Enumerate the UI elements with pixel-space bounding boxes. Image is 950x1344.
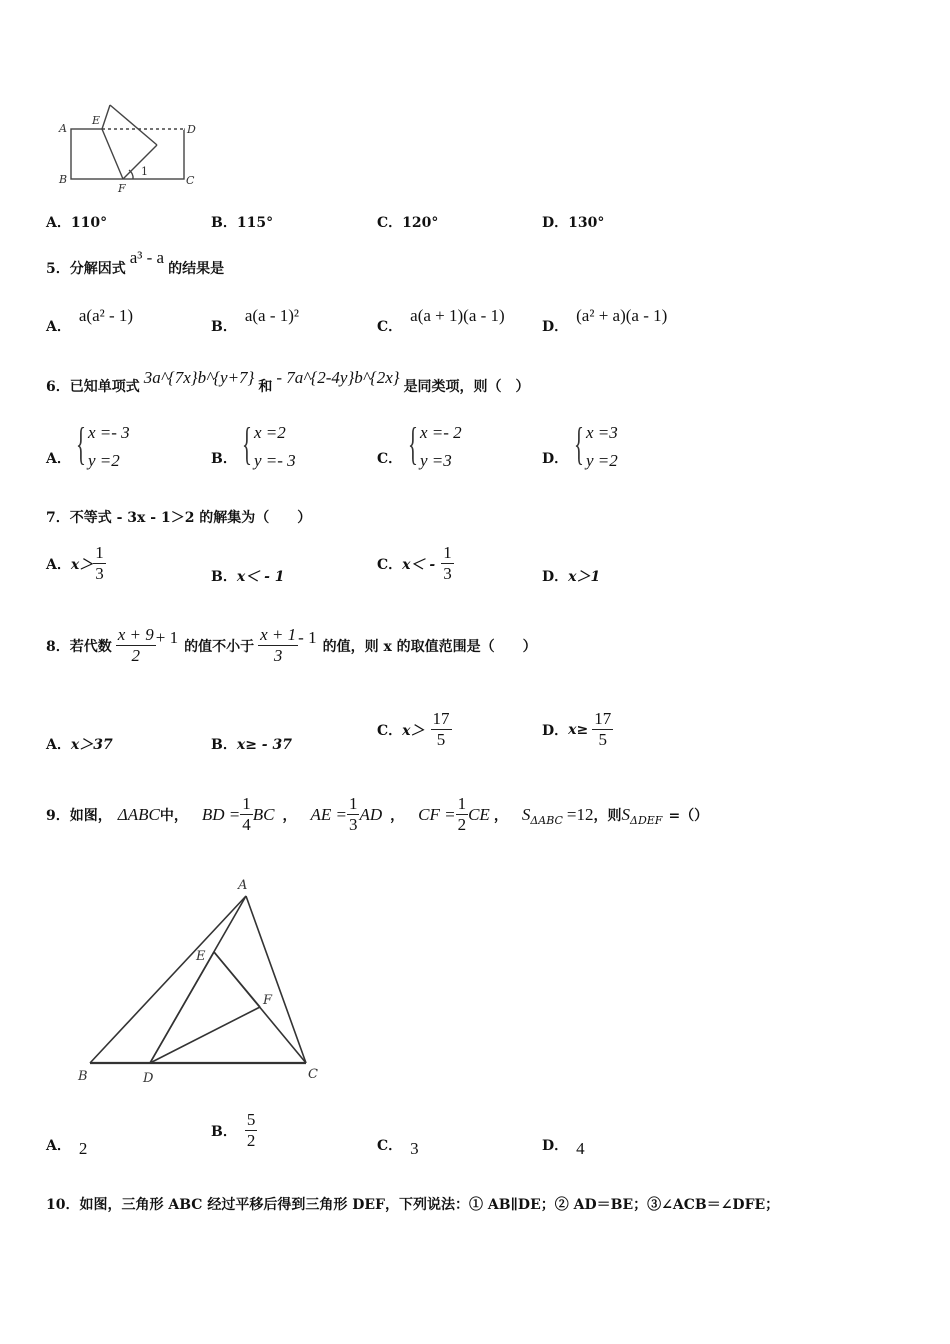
label-f: F: [118, 182, 126, 195]
label-e: E: [92, 114, 101, 127]
q5-stem: 5．分解因式a³ - a的结果是: [46, 248, 225, 277]
side-ac: [246, 896, 306, 1063]
label-c: C: [308, 1067, 318, 1082]
q9-stem: 9． 如图， ΔABC 中， BD = $\frac{1}{4}$ BC ， AE = $\frac{1}{3}$ AD ， CF = $\frac{1}{2}$ CE ， S ΔABC =12 ，则 S ΔDEF =（）: [46, 794, 709, 834]
q4-option-b[interactable]: B．115°: [211, 215, 274, 231]
q9-option-a[interactable]: A． 2: [46, 1138, 88, 1158]
q8-option-a[interactable]: A．x＞37: [46, 737, 113, 753]
label-a: A: [59, 122, 67, 135]
q9-triangle-figure: [70, 870, 330, 1090]
label-f: F: [263, 993, 273, 1008]
q8-stem: 8． 若代数 $\frac{x + 9}{2}$ + 1 的值不小于 $\frac{x + 1}{3}$ - 1 的值，则 x 的取值范围是（ ）: [46, 625, 537, 665]
q4-option-a[interactable]: A．110°: [46, 215, 108, 231]
q5-option-a[interactable]: A．a(a² - 1): [46, 306, 134, 335]
q6-option-d-label[interactable]: D．: [542, 451, 569, 467]
q9-option-d[interactable]: D． 4: [542, 1138, 585, 1158]
q7-option-c[interactable]: C． x＜ - $\frac{1}{3}$: [377, 543, 452, 583]
label-d: D: [187, 123, 196, 136]
label-e: E: [196, 949, 206, 964]
q5-option-c[interactable]: C．a(a + 1)(a - 1): [377, 306, 505, 335]
q8-option-b[interactable]: B．x≥ - 37: [211, 737, 292, 753]
label-b: B: [59, 173, 68, 186]
label-d: D: [143, 1071, 154, 1086]
q7-option-d[interactable]: D．x＞1: [542, 569, 601, 585]
q10-stem: 10．如图，三角形 ABC 经过平移后得到三角形 DEF，下列说法：① AB∥DE；② AD＝BE；③∠ACB＝∠DFE；: [46, 1197, 780, 1213]
side-ab: [90, 896, 246, 1063]
label-a: A: [238, 878, 248, 893]
q9-option-c[interactable]: C． 3: [377, 1138, 419, 1158]
q6-stem: 6．已知单项式 3a^{7x}b^{y+7} 和 - 7a^{2-4y}b^{2x} 是同类项，则（ ）: [46, 368, 530, 395]
q5-option-d[interactable]: D．(a² + a)(a - 1): [542, 306, 668, 335]
q7-option-b[interactable]: B．x＜ - 1: [211, 569, 285, 585]
q8-option-d[interactable]: D． x≥ $\frac{17}{5}$: [542, 709, 612, 749]
label-b: B: [78, 1069, 88, 1084]
q7-option-a[interactable]: A． x＞ $\frac{1}{3}$: [46, 543, 104, 583]
q6-option-a-label[interactable]: A．: [46, 451, 71, 467]
q4-rectangle-fold-figure: [55, 100, 215, 196]
q5-option-b[interactable]: B．a(a - 1)²: [211, 306, 300, 335]
label-angle-1: 1: [141, 165, 148, 178]
q6-option-b-label[interactable]: B．: [211, 451, 237, 467]
q8-option-c[interactable]: C． x＞ $\frac{17}{5}$: [377, 709, 450, 749]
q7-stem: 7．不等式 - 3x - 1＞2 的解集为（ ）: [46, 510, 312, 526]
segment-ef: [214, 952, 260, 1007]
q6-option-c-label[interactable]: C．: [377, 451, 403, 467]
q4-option-d[interactable]: D．130°: [542, 215, 605, 231]
q4-option-c[interactable]: C．120°: [377, 215, 439, 231]
label-c: C: [186, 174, 195, 187]
q9-option-b[interactable]: B． $\frac{5}{2}$: [211, 1110, 256, 1150]
rect-abcd: [71, 129, 184, 179]
